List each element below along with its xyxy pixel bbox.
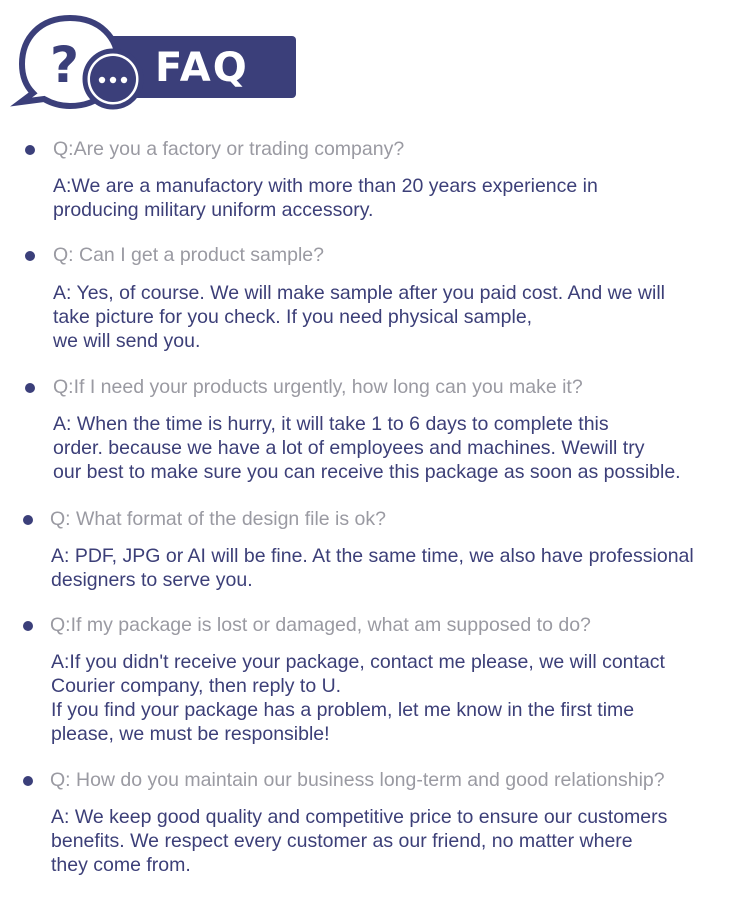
answer-line: producing military uniform accessory. — [53, 199, 374, 221]
faq-answer — [51, 650, 665, 746]
answer-line: we will send you. — [53, 330, 201, 352]
faq-header — [0, 0, 750, 115]
faq-question: Q:If I need your products urgently, how long can you make it? — [53, 376, 583, 398]
answer-line: our best to make sure you can receive this package as soon as possible. — [53, 461, 681, 483]
bullet-icon — [23, 515, 33, 525]
faq-answer — [53, 174, 598, 222]
faq-answer — [53, 412, 681, 484]
answer-line: A: Yes, of course. We will make sample after you paid cost. And we will — [53, 282, 666, 304]
answer-line: take picture for you check. If you need physical sample, — [53, 306, 533, 328]
answer-line: A: We keep good quality and competitive price to ensure our customers — [51, 806, 668, 828]
bullet-icon — [23, 776, 33, 786]
faq-question: Q:Are you a factory or trading company? — [53, 138, 405, 160]
faq-answer — [53, 281, 665, 353]
answer-line: A: PDF, JPG or AI will be fine. At the same time, we also have professional — [51, 545, 694, 567]
dot-icon — [99, 77, 105, 83]
faq-chat-bubble-icon — [0, 0, 300, 115]
bullet-icon — [23, 621, 33, 631]
answer-line: A: When the time is hurry, it will take 1 to 6 days to complete this — [53, 413, 609, 435]
faq-question: Q: How do you maintain our business long-term and good relationship? — [50, 769, 665, 791]
answer-line: benefits. We respect every customer as our friend, no matter where — [51, 830, 633, 852]
bullet-icon — [25, 251, 35, 261]
answer-line: A:We are a manufactory with more than 20 years experience in — [53, 175, 598, 197]
bullet-icon — [25, 145, 35, 155]
faq-question: Q: What format of the design file is ok? — [50, 508, 386, 530]
answer-line: A:If you didn't receive your package, contact me please, we will contact — [51, 651, 665, 673]
faq-answer — [51, 544, 694, 592]
faq-question: Q: Can I get a product sample? — [53, 244, 324, 266]
question-mark-icon: ? — [50, 36, 80, 94]
faq-answer — [51, 805, 667, 877]
dot-icon — [121, 77, 127, 83]
answer-line: they come from. — [51, 854, 191, 876]
faq-question: Q:If my package is lost or damaged, what am supposed to do? — [50, 614, 591, 636]
answer-line: If you find your package has a problem, let me know in the first time — [51, 699, 635, 721]
answer-line: order. because we have a lot of employees and machines. Wewill try — [53, 437, 645, 459]
page-title: FAQ — [155, 45, 249, 91]
answer-line: Courier company, then reply to U. — [51, 675, 342, 697]
bullet-icon — [25, 383, 35, 393]
dot-icon — [110, 77, 116, 83]
answer-line: please, we must be responsible! — [51, 723, 330, 745]
answer-line: designers to serve you. — [51, 569, 253, 591]
